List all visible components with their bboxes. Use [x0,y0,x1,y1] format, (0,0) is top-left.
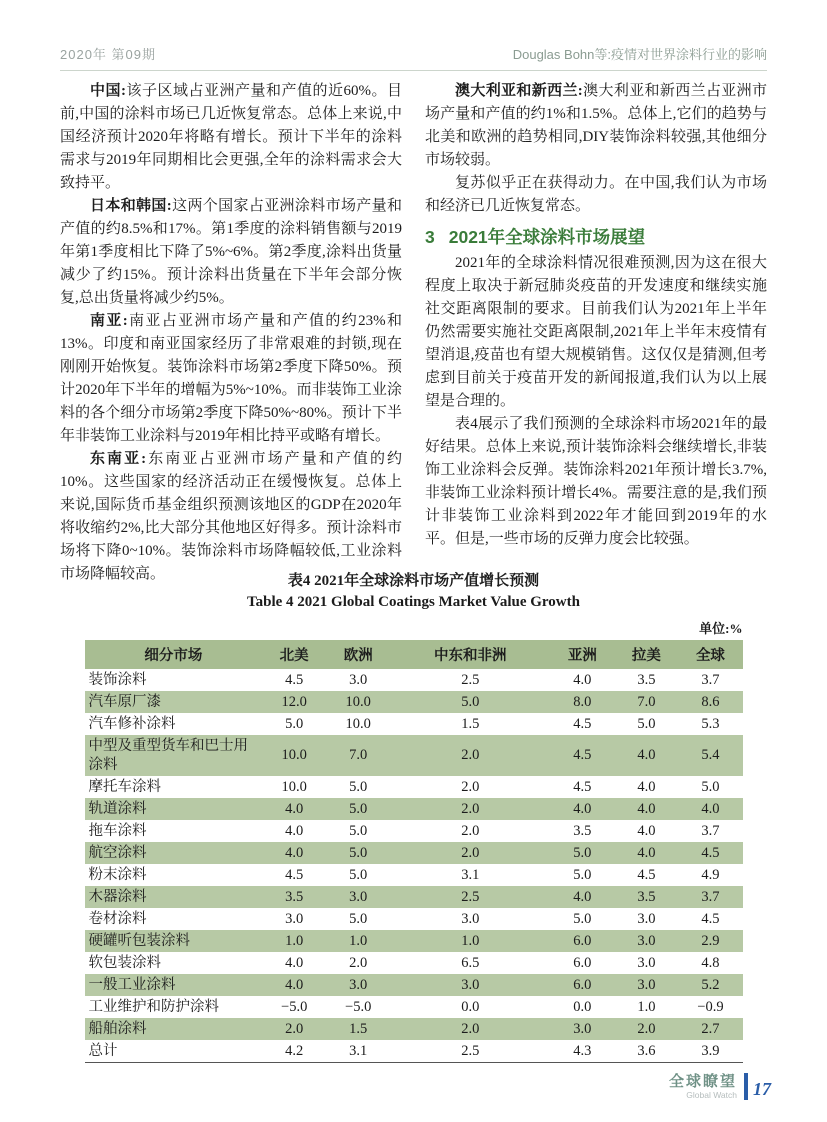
value-cell: −5.0 [281,998,308,1015]
value-cell: 3.7 [701,671,720,688]
segment-cell: 汽车原厂漆 [88,693,161,710]
value-cell: 2.7 [701,1020,720,1037]
value-cell: 3.0 [573,1020,592,1037]
issue-label: 2020年 第09期 [60,47,156,62]
value-cell: 4.5 [285,671,304,688]
segment-cell: 硬罐听包装涂料 [88,932,190,949]
value-cell: 3.0 [637,976,656,993]
segment-cell: 装饰涂料 [88,671,147,688]
value-cell: 1.5 [349,1020,368,1037]
section-heading [425,225,767,249]
table-row [85,713,743,735]
value-cell: 6.0 [573,954,592,971]
table-row [85,691,743,713]
value-cell: 10.0 [345,715,371,732]
page-header [60,44,767,71]
value-cell: 1.5 [461,715,480,732]
paragraph-south-asia [60,310,402,448]
value-cell: 1.0 [285,932,304,949]
value-cell: 10.0 [345,693,371,710]
value-cell: 3.1 [461,866,480,883]
segment-cell: 粉末涂料 [88,866,147,883]
value-cell: 4.0 [637,844,656,861]
paragraph-text: 复苏似乎正在获得动力。在中国,我们认为市场和经济已几近恢复常态。 [425,175,767,214]
coatings-growth-table [85,640,743,1063]
value-cell: 5.0 [349,778,368,795]
paragraph-outlook [425,252,767,413]
value-cell: 6.5 [461,954,480,971]
value-cell: 5.0 [349,910,368,927]
value-cell: 4.5 [701,844,720,861]
segment-cell: 航空涂料 [88,844,147,861]
value-cell: 4.5 [701,910,720,927]
value-cell: 5.0 [349,866,368,883]
value-cell: 4.2 [285,1042,304,1059]
section-title: 2021年全球涂料市场展望 [448,227,646,247]
paragraph-lead: 澳大利亚和新西兰: [455,83,583,99]
table-row [85,952,743,974]
column-header: 北美 [262,640,326,669]
value-cell: 10.0 [281,747,307,763]
segment-cell: 木器涂料 [88,888,147,905]
table-body [85,669,743,1063]
footer-section-zh: 全球瞭望 [668,1072,737,1090]
paragraph-japan-korea [60,195,402,310]
value-cell: −0.9 [697,998,724,1015]
value-cell: 2.5 [461,888,480,905]
running-title: Douglas Bohn等:疫情对世界涂料行业的影响 [512,47,767,62]
paragraph-text: 2021年的全球涂料情况很难预测,因为这在很大程度上取决于新冠肺炎疫苗的开发速度和继续实施社交距离限制的要求。目前我们认为2021年上半年仍然需要实施社交距离限制,2021年上半年末疫情有望消退,疫苗也有望大规模销售。这仅仅是猜测,但考虑到目前关于疫苗开发的新闻报道,我们认为以上展望是合理的。 [425,255,767,409]
value-cell: 10.0 [281,778,307,795]
value-cell: 2.0 [461,822,480,839]
table-title-en: Table 4 2021 Global Coatings Market Value Growth [247,594,580,610]
paragraph-text: 该子区域占亚洲产量和产值的近60%。目前,中国的涂料市场已几近恢复常态。总体上来说,中国经济预计2020年将略有增长。预计下半年的涂料需求与2019年同期相比会更强,全年的涂料需求会大致持平。 [60,83,402,191]
value-cell: 3.0 [349,671,368,688]
value-cell: 3.6 [637,1042,656,1059]
value-cell: 5.0 [573,866,592,883]
footer-accent-bar [744,1073,748,1100]
table-row [85,864,743,886]
value-cell: 2.5 [461,1042,480,1059]
right-column [425,80,767,586]
table-row [85,996,743,1018]
value-cell: 3.5 [573,822,592,839]
value-cell: 3.0 [637,932,656,949]
value-cell: 4.0 [285,822,304,839]
paragraph-text: 东南亚占亚洲市场产量和产值的约10%。这些国家的经济活动正在缓慢恢复。总体上来说,国际货币基金组织预测该地区的GDP在2020年将收缩约2%,比大部分其他地区好得多。预计涂料市场将下降0~10%。装饰涂料市场降幅较低,工业涂料市场降幅较高。 [60,451,402,582]
value-cell: 2.0 [349,954,368,971]
value-cell: 4.0 [285,976,304,993]
segment-cell: 摩托车涂料 [88,778,161,795]
value-cell: 4.0 [637,778,656,795]
column-header: 拉美 [614,640,678,669]
column-header: 中东和非洲 [390,640,550,669]
table-row [85,735,743,776]
value-cell: 4.5 [285,866,304,883]
value-cell: 3.5 [285,888,304,905]
segment-cell: 工业维护和防护涂料 [88,998,219,1015]
value-cell: 4.3 [573,1042,592,1059]
value-cell: 5.0 [701,778,720,795]
value-cell: 2.0 [461,1020,480,1037]
value-cell: 2.0 [461,800,480,817]
value-cell: 3.0 [461,910,480,927]
value-cell: 4.0 [637,747,656,763]
paragraph-text: 南亚占亚洲市场产量和产值的约23%和13%。印度和南亚国家经历了非常艰难的封锁,现在刚刚开始恢复。装饰涂料市场第2季度下降50%。预计2020年下半年的增幅为5%~10%。而非装饰工业涂料的各个细分市场第2季度下降50%~80%。预计下半年非装饰工业涂料与2019年相比持平或略有增长。 [60,313,402,444]
segment-cell: 汽车修补涂料 [88,715,176,732]
value-cell: 1.0 [461,932,480,949]
table-row [85,974,743,996]
value-cell: 4.8 [701,954,720,971]
value-cell: 4.0 [701,800,720,817]
page-number: 17 [753,1079,771,1099]
left-column [60,80,402,586]
segment-cell: 拖车涂料 [88,822,147,839]
table-row [85,886,743,908]
value-cell: 6.0 [573,976,592,993]
value-cell: 2.9 [701,932,720,949]
value-cell: 5.0 [461,693,480,710]
table-header-row [85,640,743,669]
value-cell: 6.0 [573,932,592,949]
value-cell: 3.5 [637,888,656,905]
article-body [60,80,767,586]
value-cell: 3.0 [285,910,304,927]
paragraph-southeast-asia [60,448,402,586]
paragraph-text: 澳大利亚和新西兰占亚洲市场产量和产值的约1%和1.5%。总体上,它们的趋势与北美和欧洲的趋势相同,DIY装饰涂料较强,其他细分市场较弱。 [425,83,767,168]
table-row [85,776,743,798]
value-cell: 3.0 [637,910,656,927]
value-cell: 5.0 [349,844,368,861]
paragraph-lead: 中国: [90,83,126,99]
value-cell: 8.0 [573,693,592,710]
paragraph-china [60,80,402,195]
paragraph-table4-summary [425,413,767,551]
segment-cell: 软包装涂料 [88,954,161,971]
paragraph-lead: 日本和韩国: [90,198,172,214]
value-cell: 4.0 [285,800,304,817]
value-cell: 0.0 [573,998,592,1015]
value-cell: 8.6 [701,693,720,710]
segment-cell: 卷材涂料 [88,910,147,927]
value-cell: 12.0 [281,693,307,710]
segment-cell: 中型及重型货车和巴士用涂料 [88,737,248,773]
paragraph-lead: 东南亚: [90,451,147,467]
value-cell: 2.0 [461,778,480,795]
value-cell: 2.0 [285,1020,304,1037]
value-cell: 3.0 [637,954,656,971]
table-row [85,1040,743,1063]
table-row [85,930,743,952]
value-cell: 0.0 [461,998,480,1015]
value-cell: 7.0 [637,693,656,710]
value-cell: 3.0 [349,976,368,993]
column-header: 全球 [678,640,742,669]
column-header: 细分市场 [85,640,263,669]
section-number: 3 [425,227,435,247]
value-cell: 5.0 [349,800,368,817]
value-cell: 4.0 [637,800,656,817]
value-cell: 3.7 [701,888,720,905]
segment-cell: 一般工业涂料 [88,976,176,993]
table-row [85,908,743,930]
value-cell: 5.0 [573,844,592,861]
table-row [85,669,743,691]
value-cell: 4.0 [285,954,304,971]
value-cell: 4.0 [573,671,592,688]
segment-cell: 总计 [88,1042,118,1059]
segment-cell: 船舶涂料 [88,1020,147,1037]
value-cell: 5.0 [573,910,592,927]
table-row [85,820,743,842]
paragraph-recovery [425,172,767,218]
value-cell: −5.0 [345,998,372,1015]
value-cell: 3.9 [701,1042,720,1059]
paragraph-australia-nz [425,80,767,172]
paragraph-text: 这两个国家占亚洲涂料市场产量和产值的约8.5%和17%。第1季度的涂料销售额与2019年第1季度相比下降了5%~6%。第2季度,涂料出货量减少了约15%。预计涂料出货量在下半年会部分恢复,总出货量将减少约5%。 [60,198,402,306]
value-cell: 1.0 [637,998,656,1015]
value-cell: 3.5 [637,671,656,688]
value-cell: 4.5 [573,747,592,763]
value-cell: 4.5 [637,866,656,883]
value-cell: 2.5 [461,671,480,688]
page-footer [669,1073,771,1100]
value-cell: 5.2 [701,976,720,993]
value-cell: 1.0 [349,932,368,949]
value-cell: 5.0 [349,822,368,839]
value-cell: 5.4 [701,747,720,763]
value-cell: 4.0 [637,822,656,839]
value-cell: 5.3 [701,715,720,732]
value-cell: 3.1 [349,1042,368,1059]
table-row [85,842,743,864]
table-title-zh: 表4 2021年全球涂料市场产值增长预测 [287,573,540,589]
column-header: 欧洲 [326,640,390,669]
value-cell: 2.0 [461,844,480,861]
value-cell: 2.0 [637,1020,656,1037]
value-cell: 4.9 [701,866,720,883]
paragraph-lead: 南亚: [90,313,128,329]
table-unit-label: 单位:% [699,621,743,636]
value-cell: 4.0 [573,888,592,905]
value-cell: 3.7 [701,822,720,839]
value-cell: 3.0 [461,976,480,993]
value-cell: 5.0 [637,715,656,732]
footer-section-en: Global Watch [686,1089,737,1100]
value-cell: 4.0 [285,844,304,861]
table-row [85,798,743,820]
footer-section-labels [669,1074,737,1100]
value-cell: 4.0 [573,800,592,817]
value-cell: 3.0 [349,888,368,905]
value-cell: 7.0 [349,747,368,763]
value-cell: 2.0 [461,747,480,763]
value-cell: 4.5 [573,778,592,795]
column-header: 亚洲 [550,640,614,669]
value-cell: 5.0 [285,715,304,732]
table-block [60,571,767,1063]
value-cell: 4.5 [573,715,592,732]
segment-cell: 轨道涂料 [88,800,147,817]
paragraph-text: 表4展示了我们预测的全球涂料市场2021年的最好结果。总体上来说,预计装饰涂料会继续增长,非装饰工业涂料会反弹。装饰涂料2021年预计增长3.7%,非装饰工业涂料预计增长4%。需要注意的是,我们预计非装饰工业涂料到2022年才能回到2019年的水平。但是,一些市场的反弹力度会比较强。 [425,416,767,547]
table-row [85,1018,743,1040]
